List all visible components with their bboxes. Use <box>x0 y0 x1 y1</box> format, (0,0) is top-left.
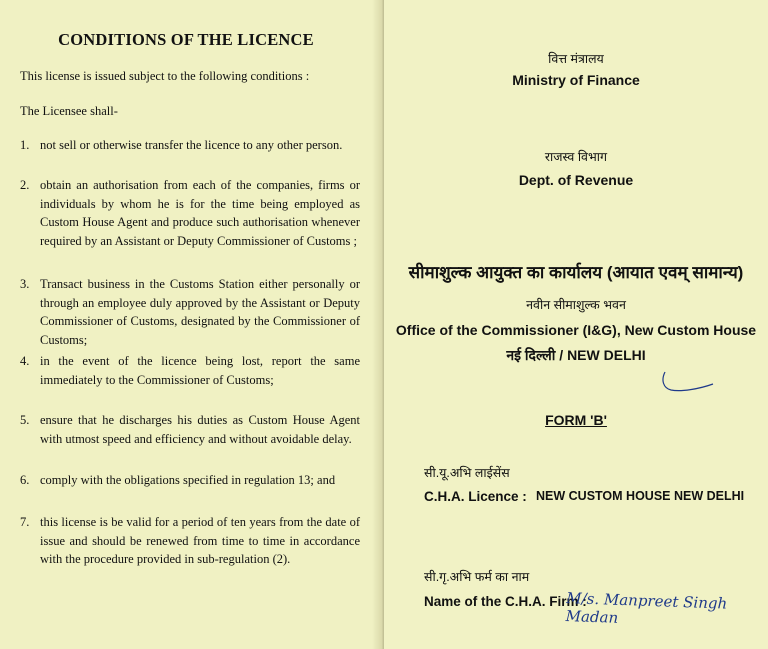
office-hindi: सीमाशुल्क आयुक्त का कार्यालय (आयात एवम् सामान्य) <box>408 263 744 282</box>
firm-name-handwritten: M/s. Manpreet Singh Madan <box>565 589 728 627</box>
condition-text: obtain an authorisation from each of the companies, firms or individuals by whom he is for the time being employed as Custom House Agent and produce such authorisation whenever required by an Assistant or Deputy Commissioner of Customs ; <box>40 178 360 248</box>
pen-mark <box>659 370 715 394</box>
licence-label: C.H.A. Licence : <box>424 489 527 504</box>
condition-item <box>20 471 360 490</box>
condition-number: 4. <box>20 354 30 368</box>
condition-number: 6. <box>20 473 30 487</box>
condition-number: 1. <box>20 138 30 152</box>
office-english: Office of the Commissioner (I&G), New Custom House <box>395 322 757 338</box>
dept-english: Dept. of Revenue <box>518 172 634 188</box>
condition-text: not sell or otherwise transfer the licence to any other person. <box>40 138 343 152</box>
condition-text: this license is be valid for a period of ten years from the date of issue and should be renewed from time to time in accordance with the procedure provided in sub-regulation (2). <box>40 515 360 566</box>
licence-label-hindi: सी.यू.अभि लाईसेंस <box>424 466 510 480</box>
right-page <box>384 0 768 649</box>
condition-item <box>20 275 360 349</box>
firm-label-hindi: सी.गृ.अभि फर्म का नाम <box>424 570 530 584</box>
condition-number: 2. <box>20 178 30 192</box>
conditions-title: CONDITIONS OF THE LICENCE <box>58 30 314 49</box>
condition-item <box>20 176 360 250</box>
condition-text: in the event of the licence being lost, report the same immediately to the Commissioner of Customs; <box>40 354 360 387</box>
city-name: नई दिल्ली / NEW DELHI <box>506 347 646 363</box>
ministry-hindi: वित्त मंत्रालय <box>548 52 604 66</box>
condition-item <box>20 136 360 155</box>
condition-number: 5. <box>20 413 30 427</box>
licensee-shall: The Licensee shall- <box>20 104 118 118</box>
condition-text: ensure that he discharges his duties as Custom House Agent with utmost speed and efficiency and without avoidable delay. <box>40 413 360 446</box>
condition-item <box>20 513 360 569</box>
licence-value: NEW CUSTOM HOUSE NEW DELHI <box>536 489 745 503</box>
building-hindi: नवीन सीमाशुल्क भवन <box>526 298 626 312</box>
dept-hindi: राजस्व विभाग <box>544 150 608 164</box>
condition-item <box>20 352 360 389</box>
firm-label: Name of the C.H.A. Firm : <box>424 594 587 609</box>
conditions-intro: This license is issued subject to the following conditions : <box>20 69 310 83</box>
ministry-english: Ministry of Finance <box>512 72 640 88</box>
condition-item <box>20 411 360 448</box>
condition-text: comply with the obligations specified in regulation 13; and <box>40 473 336 487</box>
condition-number: 3. <box>20 277 30 291</box>
condition-number: 7. <box>20 515 30 529</box>
form-title: FORM 'B' <box>545 412 607 428</box>
condition-text: Transact business in the Customs Station either personally or through an employee duly approved by the Assistant or Deputy Commissioner of Customs, designated by the Commissioner of Customs; <box>40 277 360 347</box>
